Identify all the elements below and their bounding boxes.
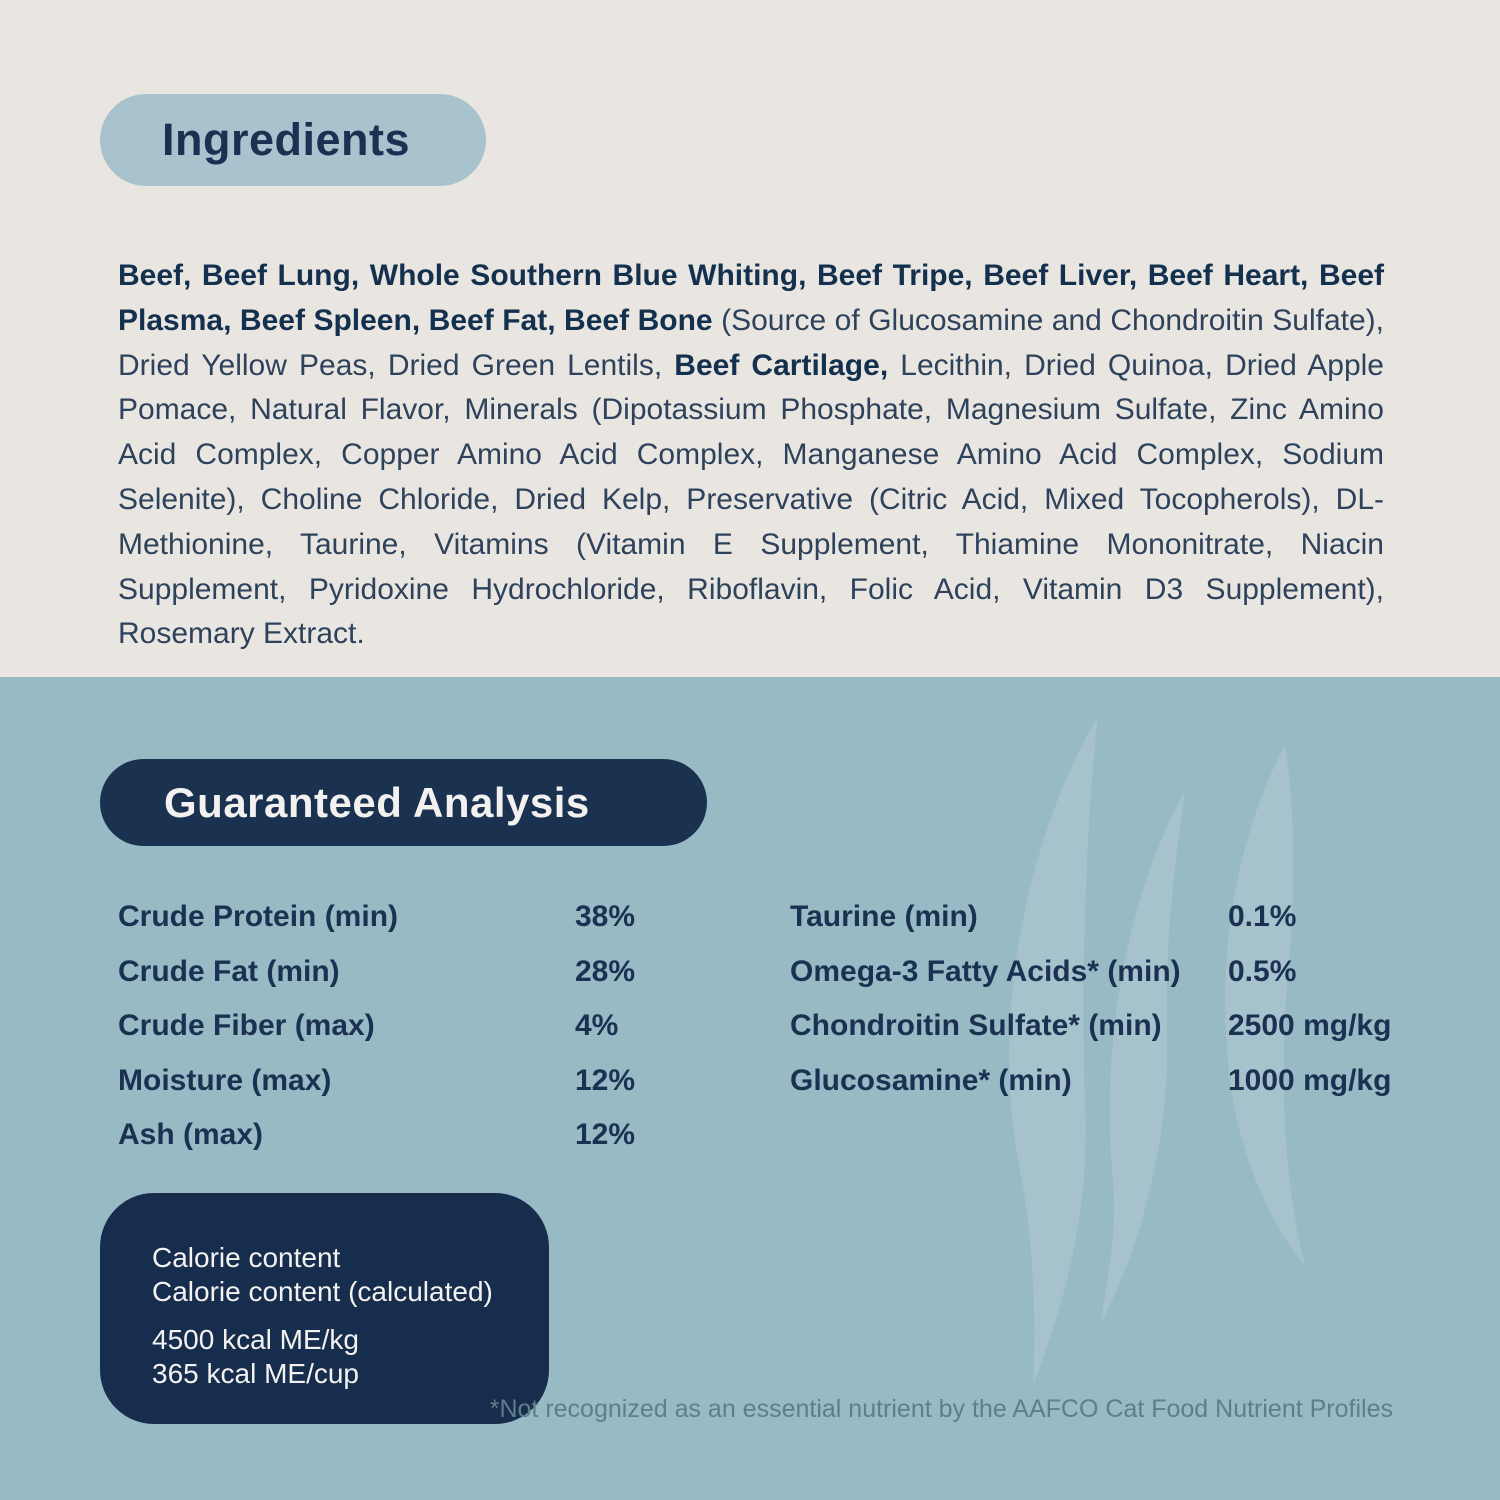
nutrient-label: Crude Fiber (max)	[118, 1009, 375, 1043]
analysis-table-right	[790, 890, 1430, 1108]
nutrient-value: 12%	[575, 1063, 636, 1097]
nutrient-value: 2500 mg/kg	[1228, 1009, 1392, 1043]
nutrient-value: 28%	[575, 954, 636, 988]
ingredients-segment-bold: Beef Cartilage,	[674, 348, 889, 382]
nutrient-value: 1000 mg/kg	[1228, 1063, 1392, 1097]
ingredients-segment: (Source of Glucosamine and Chondroitin Sulfate), Dried Yellow Peas, Dried Green Lentils,	[118, 303, 1385, 382]
analysis-row	[790, 890, 1430, 945]
calorie-content-box	[100, 1193, 549, 1424]
nutrient-value: 38%	[575, 900, 636, 934]
analysis-row	[118, 1054, 778, 1109]
spacer	[152, 1309, 549, 1323]
aafco-footnote: *Not recognized as an essential nutrient by the AAFCO Cat Food Nutrient Profiles	[489, 1395, 1393, 1423]
ingredients-header-pill	[100, 94, 486, 186]
nutrient-value: 4%	[575, 1009, 619, 1043]
analysis-row	[118, 1108, 778, 1163]
ingredients-paragraph	[118, 254, 1384, 657]
ingredients-segment: Lecithin, Dried Quinoa, Dried Apple Pomace, Natural Flavor, Minerals (Dipotassium Phosphate, Magnesium Sulfate, Zinc Amino Acid Complex, Copper Amino Acid Complex, Manganese Amino Acid Complex, Sodium Selenite), Choline Chloride, Dried Kelp, Preservative (Citric Acid, Mixed Tocopherols), DL-Methionine, Taurine, Vitamins (Vitamin E Supplement, Thiamine Mononitrate, Niacin Supplement, Pyridoxine Hydrochloride, Riboflavin, Folic Acid, Vitamin D3 Supplement), Rosemary Extract.	[118, 348, 1384, 651]
ingredients-title: Ingredients	[162, 114, 411, 165]
analysis-row	[790, 945, 1430, 1000]
nutrient-label: Taurine (min)	[790, 900, 978, 934]
analysis-row	[790, 1054, 1430, 1109]
nutrient-label: Moisture (max)	[118, 1063, 332, 1097]
nutrient-label: Crude Fat (min)	[118, 954, 340, 988]
ingredients-segment-bold: Beef, Beef Lung, Whole Southern Blue Whiting, Beef Tripe, Beef Liver, Beef Heart, Beef Plasma, Beef Spleen, Beef Fat, Beef Bone	[118, 259, 1384, 337]
nutrient-value: 0.5%	[1228, 954, 1297, 988]
analysis-row	[118, 890, 778, 945]
nutrient-label: Omega-3 Fatty Acids* (min)	[790, 954, 1181, 988]
calorie-heading: Calorie content	[152, 1242, 341, 1273]
analysis-row	[118, 945, 778, 1000]
nutrient-value: 12%	[575, 1118, 636, 1152]
guaranteed-analysis-header-pill	[100, 759, 707, 846]
analysis-row	[118, 999, 778, 1054]
calorie-heading-calculated: Calorie content (calculated)	[152, 1276, 493, 1307]
nutrient-label: Ash (max)	[118, 1118, 264, 1152]
calorie-value-cup: 365 kcal ME/cup	[152, 1358, 359, 1389]
analysis-table-left	[118, 890, 778, 1163]
nutrient-label: Crude Protein (min)	[118, 900, 399, 934]
nutrient-label: Chondroitin Sulfate* (min)	[790, 1009, 1162, 1043]
guaranteed-analysis-title: Guaranteed Analysis	[164, 778, 590, 826]
calorie-value-kg: 4500 kcal ME/kg	[152, 1324, 359, 1355]
nutrient-label: Glucosamine* (min)	[790, 1063, 1072, 1097]
analysis-row	[790, 999, 1430, 1054]
nutrient-value: 0.1%	[1228, 900, 1297, 934]
